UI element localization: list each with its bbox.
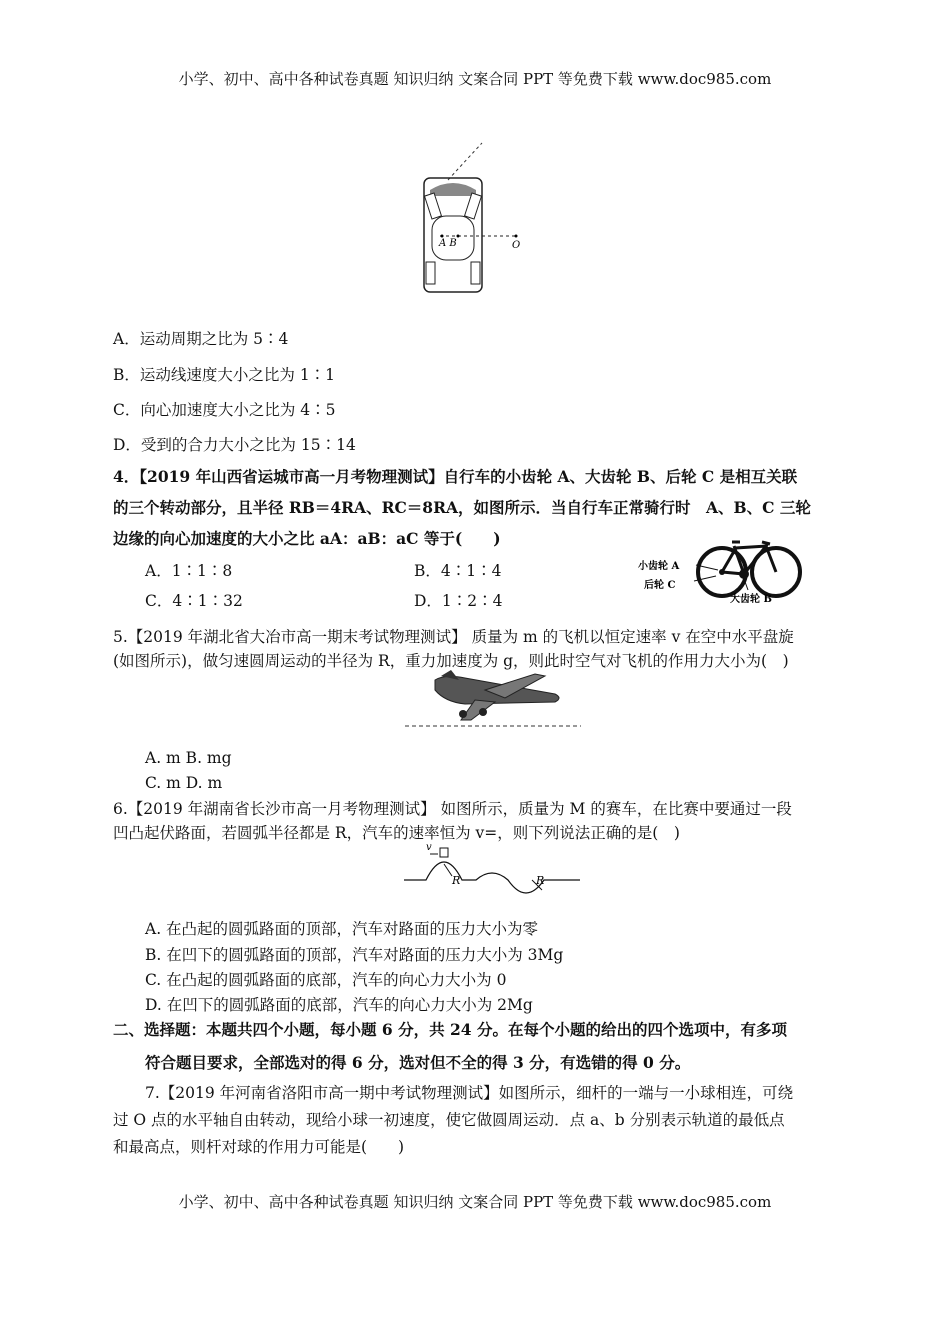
label-r-2: R [536, 874, 545, 887]
page-header: 小学、初中、高中各种试卷真题 知识归纳 文案合同 PPT 等免费下载 www.doc985.com [178, 70, 772, 88]
front-left-wheel [425, 193, 442, 219]
front-right-wheel [465, 193, 482, 219]
trajectory-dashed-arc [448, 143, 482, 180]
engine-2 [479, 708, 487, 716]
label-small-gear: 小齿轮 A [638, 561, 680, 572]
q5-options-cd: C. m D. m [145, 774, 223, 792]
engine-1 [459, 710, 467, 718]
rear-right-wheel [471, 262, 480, 284]
car-on-top [440, 848, 448, 857]
q4-option-c: C．4∶1∶32 [145, 592, 243, 610]
label-v: v [426, 842, 432, 853]
q5-line-1: 5.【2019 年湖北省大冶市高一期末考试物理测试】 质量为 m 的飞机以恒定速率 v 在空中水平盘旋 [113, 628, 794, 646]
q4-option-a: A．1∶1∶8 [145, 562, 233, 580]
q6-option-a: A. 在凸起的圆弧路面的顶部，汽车对路面的压力大小为零 [145, 920, 539, 938]
section2-line-2: 符合题目要求，全部选对的得 6 分，选对但不全的得 3 分，有选错的得 0 分。 [145, 1053, 691, 1072]
bumpy-road-figure [404, 840, 580, 900]
q7-line-2: 过 O 点的水平轴自由转动，现给小球一初速度，使它做圆周运动．点 a、b 分别表示轨道的最低点 [113, 1111, 785, 1129]
q3-option-a: A．运动周期之比为 5∶4 [113, 330, 289, 348]
q3-option-d: D．受到的合力大小之比为 15∶14 [113, 436, 356, 454]
label-ab: A B [439, 238, 457, 249]
q4-option-d: D．1∶2∶4 [414, 592, 503, 610]
road-profile [404, 862, 580, 893]
bicycle-figure [636, 536, 802, 606]
large-gear [739, 569, 749, 579]
q6-option-d: D. 在凹下的圆弧路面的底部，汽车的向心力大小为 2Mg [145, 996, 533, 1014]
rear-left-wheel [426, 262, 435, 284]
q6-option-b: B. 在凹下的圆弧路面的顶部，汽车对路面的压力大小为 3Mg [145, 946, 564, 964]
car-windshield [430, 183, 476, 196]
q5-line-2: (如图所示)，做匀速圆周运动的半径为 R，重力加速度为 g，则此时空气对飞机的作用力大小为( ) [113, 652, 789, 670]
q6-line-2: 凹凸起伏路面，若圆弧半径都是 R，汽车的速率恒为 v=，则下列说法正确的是( ) [113, 824, 680, 842]
q6-line-1: 6.【2019 年湖南省长沙市高一月考物理测试】 如图所示，质量为 M 的赛车，在比赛中要通过一段 [113, 800, 792, 818]
q7-line-3: 和最高点，则杆对球的作用力可能是( ) [113, 1138, 405, 1156]
page-footer: 小学、初中、高中各种试卷真题 知识归纳 文案合同 PPT 等免费下载 www.doc985.com [178, 1193, 772, 1211]
label-rear-wheel: 后轮 C [644, 580, 676, 591]
bike-frame [722, 542, 776, 574]
radius-line-1 [444, 864, 452, 876]
q5-options-ab: A. m B. mg [145, 749, 232, 767]
small-gear [719, 569, 725, 575]
q4-line-2: 的三个转动部分，且半径 RB＝4RA、RC＝8RA，如图所示．当自行车正常骑行时 A、B、C 三轮 [113, 498, 811, 517]
q7-line-1: 7.【2019 年河南省洛阳市高一期中考试物理测试】如图所示，细杆的一端与一小球相连，可绕 [145, 1084, 794, 1102]
airplane-figure [405, 668, 581, 730]
section2-line-1: 二、选择题：本题共四个小题，每小题 6 分，共 24 分。在每个小题的给出的四个选项中，有多项 [113, 1020, 787, 1039]
q3-option-b: B．运动线速度大小之比为 1∶1 [113, 366, 336, 384]
point-b [457, 235, 460, 238]
q6-option-c: C. 在凸起的圆弧路面的底部，汽车的向心力大小为 0 [145, 971, 507, 989]
label-r-1: R [452, 874, 461, 887]
label-o: O [512, 240, 521, 251]
q4-option-b: B．4∶1∶4 [414, 562, 502, 580]
q4-line-3: 边缘的向心加速度的大小之比 aA：aB：aC 等于( ) [113, 529, 501, 548]
q3-option-c: C．向心加速度大小之比为 4∶5 [113, 401, 336, 419]
q4-line-1: 4．【2019 年山西省运城市高一月考物理测试】自行车的小齿轮 A、大齿轮 B、后轮 C 是相互关联 [113, 467, 798, 486]
car-circular-motion-figure [398, 138, 538, 298]
label-large-gear: 大齿轮 B [730, 594, 772, 605]
point-o [515, 235, 518, 238]
